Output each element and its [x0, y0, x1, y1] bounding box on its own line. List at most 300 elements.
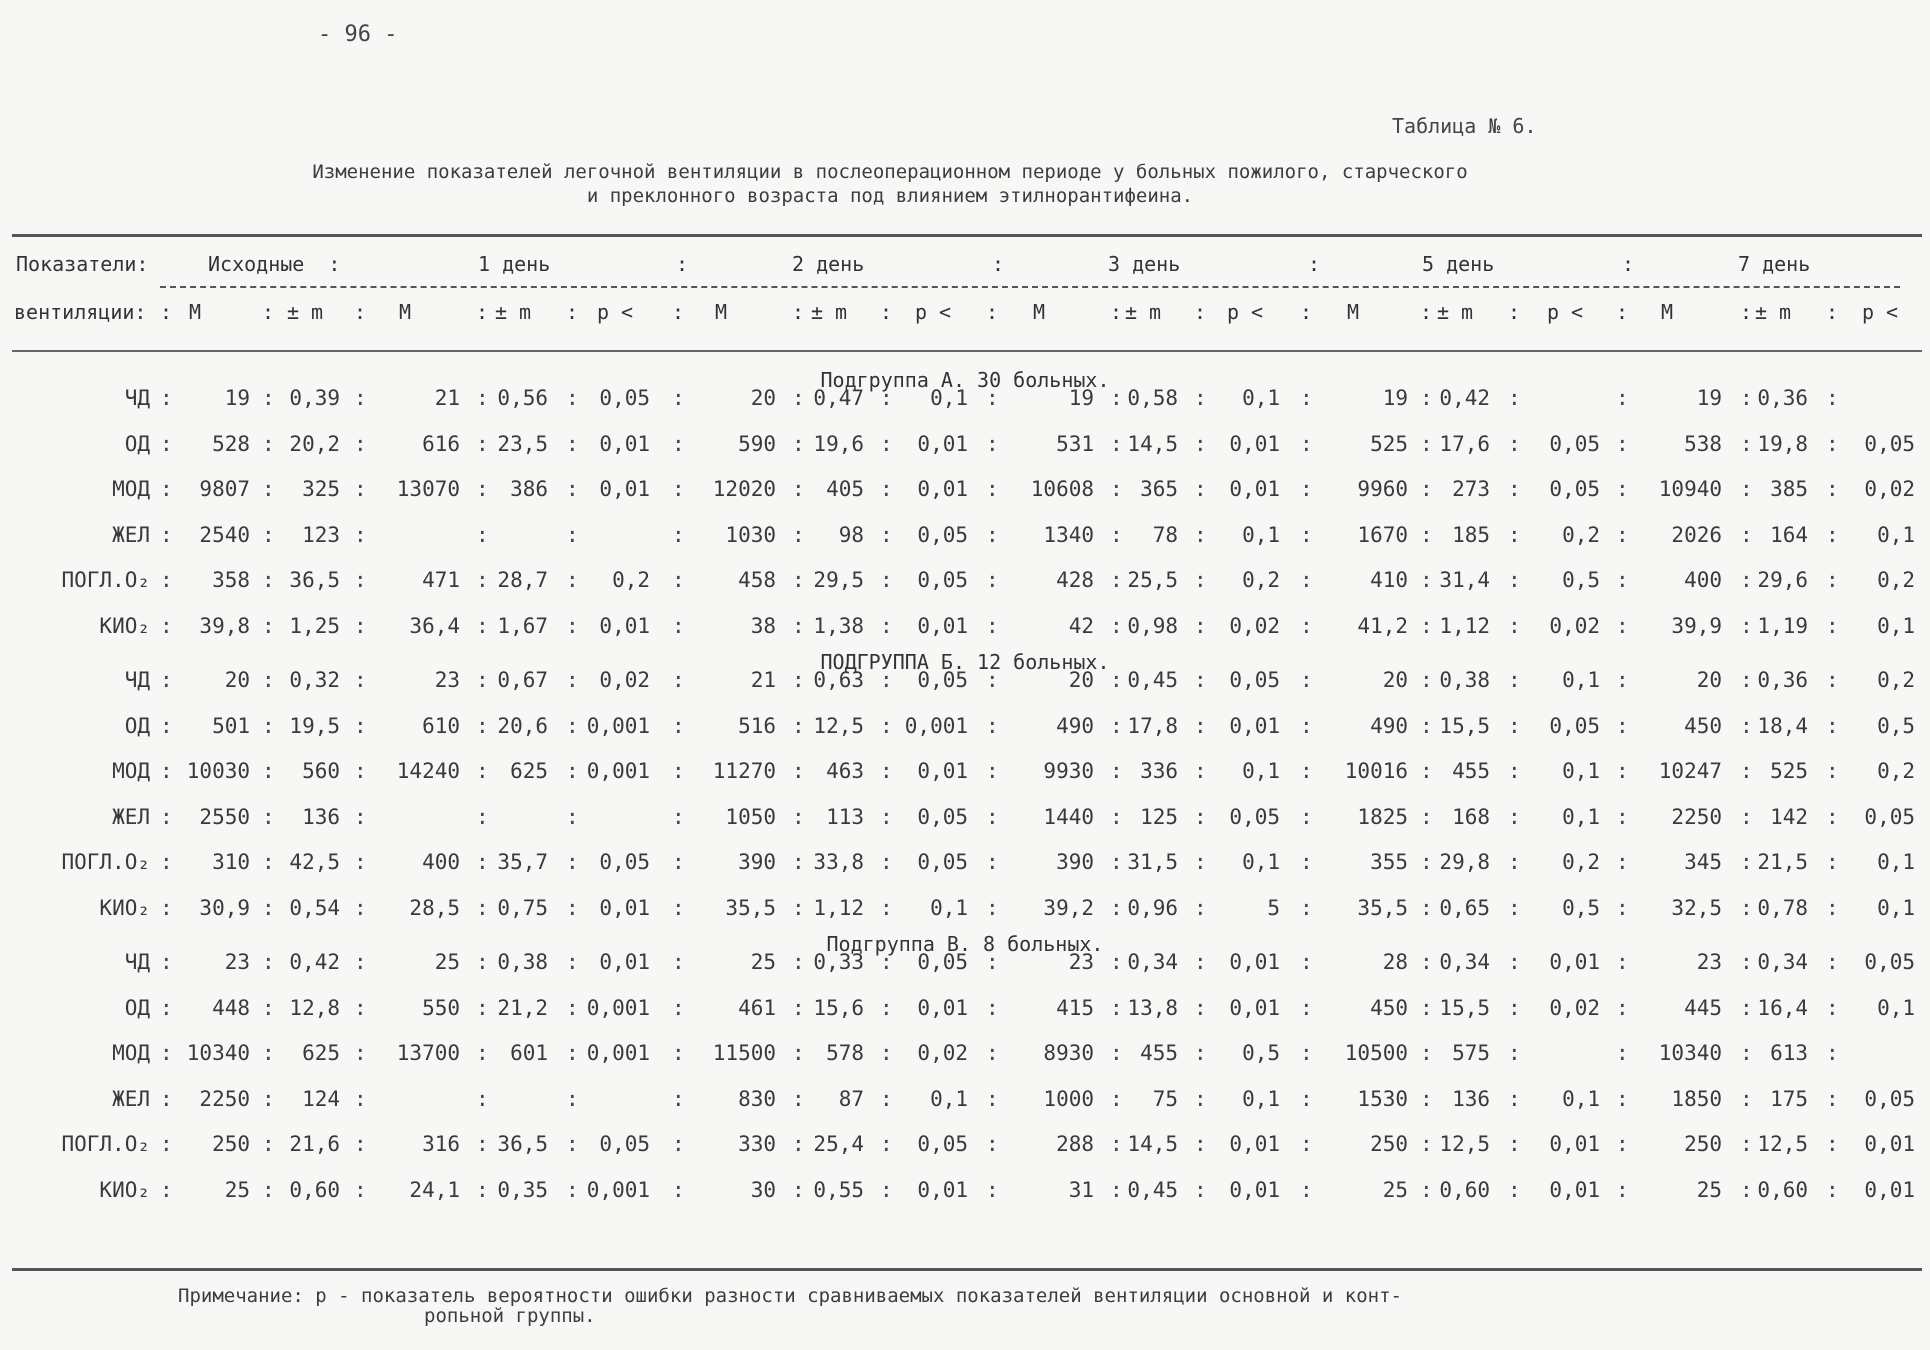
column-separator: : [354, 995, 367, 1020]
table-row [0, 1041, 1930, 1081]
header-bottom-rule [12, 350, 1922, 352]
column-separator: : [1616, 850, 1629, 874]
indicator-name: МОД [112, 1041, 150, 1065]
column-separator: : [1420, 1041, 1433, 1065]
table-cell: 0,60 [1439, 1177, 1490, 1202]
column-separator: : [1110, 713, 1123, 738]
column-separator: : [1110, 386, 1123, 410]
table-cell: 29,8 [1439, 850, 1490, 874]
column-separator: : [1194, 1177, 1207, 1202]
table-cell: 20 [1068, 668, 1094, 692]
column-separator: : [1508, 431, 1521, 456]
column-separator: : [672, 477, 685, 501]
table-cell: 0,1 [1242, 1086, 1280, 1111]
column-separator: : [1740, 850, 1753, 874]
subheader-separator: : [1420, 300, 1433, 324]
table-cell: 1440 [1043, 804, 1094, 829]
column-separator: : [1420, 1177, 1433, 1202]
table-cell: 0,01 [917, 477, 968, 501]
table-cell: 0,05 [1864, 431, 1915, 456]
column-separator: : [1420, 950, 1433, 974]
table-cell: 1670 [1357, 522, 1408, 547]
column-separator: : [880, 1041, 893, 1065]
table-cell: 448 [212, 995, 250, 1020]
column-separator: : [476, 895, 489, 920]
column-separator: : [880, 950, 893, 974]
column-separator: : [354, 1086, 367, 1111]
column-separator: : [792, 431, 805, 456]
column-separator: : [476, 1132, 489, 1156]
table-cell: 0,45 [1127, 1177, 1178, 1202]
table-cell: 25 [434, 950, 460, 974]
table-cell: 455 [1452, 759, 1490, 783]
table-cell: 445 [1684, 995, 1722, 1020]
column-separator: : [672, 895, 685, 920]
column-separator: : [1194, 668, 1207, 692]
table-cell: 9930 [1043, 759, 1094, 783]
table-cell: 21,2 [497, 995, 548, 1020]
column-separator: : [566, 950, 579, 974]
table-cell: 310 [212, 850, 250, 874]
column-separator: : [1420, 613, 1433, 638]
table-row [0, 568, 1930, 608]
column-separator: : [1740, 613, 1753, 638]
table-cell: 0,001 [586, 759, 650, 783]
column-separator: : [792, 477, 805, 501]
column-separator: : [1110, 431, 1123, 456]
column-separator: : [566, 850, 579, 874]
table-cell: 0,01 [599, 431, 650, 456]
table-cell: 29,6 [1757, 568, 1808, 592]
column-separator: : [1826, 386, 1839, 410]
table-cell: 10340 [1658, 1041, 1722, 1065]
header-day-1: 1 день [478, 252, 551, 276]
table-cell: 20 [750, 386, 776, 410]
table-cell: 405 [826, 477, 864, 501]
column-separator: : [1508, 895, 1521, 920]
table-cell: 136 [1452, 1086, 1490, 1111]
column-separator: : [262, 568, 275, 592]
subheader-error: ± m [494, 300, 532, 324]
column-separator: : [1740, 804, 1753, 829]
column-separator: : [1420, 1086, 1433, 1111]
column-separator: : [1508, 522, 1521, 547]
column-separator: : [1194, 1041, 1207, 1065]
column-separator: : [566, 1177, 579, 1202]
indicator-name: ЖЕЛ [112, 804, 150, 829]
table-cell: 0,33 [813, 950, 864, 974]
column-separator: : [354, 1041, 367, 1065]
column-separator: : [1826, 613, 1839, 638]
table-cell: 0,01 [1229, 950, 1280, 974]
table-cell: 0,39 [289, 386, 340, 410]
column-separator: : [1194, 386, 1207, 410]
table-cell: 10940 [1658, 477, 1722, 501]
table-cell: 450 [1370, 995, 1408, 1020]
table-cell: 19 [224, 386, 250, 410]
table-cell: 0,34 [1127, 950, 1178, 974]
table-cell: 525 [1370, 431, 1408, 456]
table-row [0, 996, 1930, 1036]
table-cell: 19 [1068, 386, 1094, 410]
column-separator: : [1826, 850, 1839, 874]
table-cell: 1,25 [289, 613, 340, 638]
table-cell: 450 [1684, 713, 1722, 738]
table-cell: 0,2 [1877, 568, 1915, 592]
column-separator: : [262, 1086, 275, 1111]
table-cell: 35,7 [497, 850, 548, 874]
table-cell: 0,01 [1229, 995, 1280, 1020]
table-cell: 11270 [712, 759, 776, 783]
column-separator: : [566, 1041, 579, 1065]
subheader-separator: : [1300, 300, 1313, 324]
column-separator: : [354, 568, 367, 592]
column-separator: : [160, 1086, 173, 1111]
table-cell: 19,8 [1757, 431, 1808, 456]
column-separator: : [262, 1041, 275, 1065]
table-cell: 0,2 [1877, 759, 1915, 783]
column-separator: : [566, 522, 579, 547]
column-separator: : [160, 759, 173, 783]
column-separator: : [160, 668, 173, 692]
column-separator: : [1194, 995, 1207, 1020]
table-cell: 113 [826, 804, 864, 829]
table-cell: 490 [1370, 713, 1408, 738]
column-separator: : [1508, 386, 1521, 410]
table-cell: 538 [1684, 431, 1722, 456]
column-separator: : [986, 950, 999, 974]
column-separator: : [1826, 1177, 1839, 1202]
table-cell: 42 [1068, 613, 1094, 638]
table-cell: 461 [738, 995, 776, 1020]
table-cell: 33,8 [813, 850, 864, 874]
column-separator: : [1508, 1132, 1521, 1156]
table-cell: 10247 [1658, 759, 1722, 783]
column-separator: : [262, 431, 275, 456]
column-separator: : [262, 850, 275, 874]
table-cell: 616 [422, 431, 460, 456]
column-separator: : [1740, 1132, 1753, 1156]
column-separator: : [476, 850, 489, 874]
column-separator: : [1194, 568, 1207, 592]
table-cell: 20 [1696, 668, 1722, 692]
column-separator: : [354, 1177, 367, 1202]
table-cell: 0,60 [289, 1177, 340, 1202]
table-cell: 0,01 [917, 1177, 968, 1202]
footnote-line-1: Примечание: p - показатель вероятности ошибки разности сравниваемых показателей вентиляции основной и конт- [178, 1285, 1402, 1307]
column-separator: : [476, 759, 489, 783]
column-separator: : [986, 1177, 999, 1202]
indicator-name: КИО₂ [99, 1177, 150, 1202]
column-separator: : [672, 1132, 685, 1156]
column-separator: : [986, 431, 999, 456]
table-cell: 15,6 [813, 995, 864, 1020]
table-cell: 0,42 [289, 950, 340, 974]
table-cell: 0,55 [813, 1177, 864, 1202]
column-separator: : [986, 850, 999, 874]
subheader-ventilation: вентиляции: [14, 300, 147, 324]
table-cell: 20,2 [289, 431, 340, 456]
table-cell: 15,5 [1439, 713, 1490, 738]
column-separator: : [1300, 850, 1313, 874]
column-separator: : [1110, 759, 1123, 783]
column-separator: : [986, 668, 999, 692]
table-cell: 17,8 [1127, 713, 1178, 738]
column-separator: : [1420, 713, 1433, 738]
table-cell: 10016 [1344, 759, 1408, 783]
table-cell: 13,8 [1127, 995, 1178, 1020]
table-cell: 0,05 [917, 522, 968, 547]
table-cell: 41,2 [1357, 613, 1408, 638]
table-cell: 1030 [725, 522, 776, 547]
column-separator: : [1300, 1086, 1313, 1111]
table-cell: 19,5 [289, 713, 340, 738]
table-cell: 0,32 [289, 668, 340, 692]
column-separator: : [1420, 668, 1433, 692]
subheader-separator: : [672, 300, 685, 324]
column-separator: : [986, 522, 999, 547]
column-separator: : [1616, 613, 1629, 638]
table-cell: 123 [302, 522, 340, 547]
column-separator: : [792, 1041, 805, 1065]
column-separator: : [792, 1177, 805, 1202]
table-cell: 325 [302, 477, 340, 501]
indicator-name: МОД [112, 759, 150, 783]
indicator-name: ЖЕЛ [112, 522, 150, 547]
table-cell: 14,5 [1127, 1132, 1178, 1156]
table-cell: 21,5 [1757, 850, 1808, 874]
table-cell: 0,1 [1562, 668, 1600, 692]
indicator-name: ОД [124, 713, 150, 738]
column-separator: : [880, 477, 893, 501]
table-cell: 12,5 [813, 713, 864, 738]
column-separator: : [672, 668, 685, 692]
table-cell: 0,05 [599, 386, 650, 410]
column-separator: : [160, 568, 173, 592]
table-cell: 0,01 [1549, 1132, 1600, 1156]
table-cell: 250 [1684, 1132, 1722, 1156]
column-separator: : [880, 613, 893, 638]
column-separator: : [1300, 522, 1313, 547]
table-cell: 0,38 [1439, 668, 1490, 692]
column-separator: : [566, 1132, 579, 1156]
column-separator: : [1110, 850, 1123, 874]
column-separator: : [1508, 850, 1521, 874]
table-cell: 0,001 [586, 713, 650, 738]
table-cell: 1850 [1671, 1086, 1722, 1111]
table-cell: 21 [750, 668, 776, 692]
table-cell: 30 [750, 1177, 776, 1202]
top-rule [12, 234, 1922, 237]
table-cell: 0,05 [1229, 804, 1280, 829]
table-cell: 0,38 [497, 950, 548, 974]
column-separator: : [476, 668, 489, 692]
column-separator: : [1420, 568, 1433, 592]
table-cell: 575 [1452, 1041, 1490, 1065]
column-separator: : [1616, 759, 1629, 783]
table-cell: 136 [302, 804, 340, 829]
column-separator: : [354, 713, 367, 738]
column-separator: : [160, 613, 173, 638]
column-separator: : [1740, 759, 1753, 783]
column-separator: : [354, 950, 367, 974]
table-cell: 28,5 [409, 895, 460, 920]
column-separator: : [880, 668, 893, 692]
column-separator: : [1194, 522, 1207, 547]
table-cell: 0,65 [1439, 895, 1490, 920]
table-cell: 345 [1684, 850, 1722, 874]
column-separator: : [1110, 804, 1123, 829]
table-cell: 142 [1770, 804, 1808, 829]
table-cell: 19 [1382, 386, 1408, 410]
column-separator: : [1826, 804, 1839, 829]
table-cell: 1530 [1357, 1086, 1408, 1111]
bottom-rule [12, 1268, 1922, 1271]
column-separator: : [1508, 477, 1521, 501]
table-cell: 531 [1056, 431, 1094, 456]
table-cell: 0,78 [1757, 895, 1808, 920]
subgroup-title: ПОДГРУППА Б. 12 больных. [820, 650, 1110, 674]
table-cell: 0,02 [1864, 477, 1915, 501]
table-cell: 0,1 [1562, 759, 1600, 783]
column-separator: : [1826, 1086, 1839, 1111]
subheader-p-value: p < [596, 300, 634, 324]
table-cell: 125 [1140, 804, 1178, 829]
footnote-line-2: ропьной группы. [424, 1305, 596, 1327]
column-separator: : [1616, 1177, 1629, 1202]
column-separator: : [880, 895, 893, 920]
column-separator: : [476, 568, 489, 592]
indicator-name: КИО₂ [99, 895, 150, 920]
table-cell: 1050 [725, 804, 776, 829]
table-cell: 23,5 [497, 431, 548, 456]
table-row [0, 614, 1930, 654]
table-cell: 400 [422, 850, 460, 874]
table-label: Таблица № 6. [1392, 114, 1537, 138]
column-separator: : [476, 431, 489, 456]
column-separator: : [160, 804, 173, 829]
table-cell: 0,98 [1127, 613, 1178, 638]
table-cell: 23 [434, 668, 460, 692]
column-separator: : [262, 713, 275, 738]
table-cell: 0,34 [1757, 950, 1808, 974]
column-separator: : [354, 668, 367, 692]
table-cell: 1000 [1043, 1086, 1094, 1111]
table-cell: 0,05 [917, 850, 968, 874]
column-separator: : [262, 1177, 275, 1202]
header-colon-2: : [992, 252, 1005, 276]
column-separator: : [1508, 613, 1521, 638]
table-cell: 463 [826, 759, 864, 783]
table-cell: 0,05 [1229, 668, 1280, 692]
column-separator: : [1508, 1041, 1521, 1065]
table-cell: 0,01 [1864, 1177, 1915, 1202]
table-cell: 12,5 [1439, 1132, 1490, 1156]
table-cell: 0,02 [1229, 613, 1280, 638]
column-separator: : [160, 1132, 173, 1156]
column-separator: : [1110, 477, 1123, 501]
table-row [0, 432, 1930, 472]
column-separator: : [1300, 950, 1313, 974]
table-cell: 30,9 [199, 895, 250, 920]
indicator-name: ЧД [124, 386, 150, 410]
table-cell: 36,4 [409, 613, 460, 638]
column-separator: : [1508, 995, 1521, 1020]
column-separator: : [160, 1041, 173, 1065]
table-cell: 2540 [199, 522, 250, 547]
subheader-separator: : [880, 300, 893, 324]
table-cell: 20 [224, 668, 250, 692]
table-cell: 0,1 [930, 895, 968, 920]
column-separator: : [1740, 713, 1753, 738]
table-cell: 9960 [1357, 477, 1408, 501]
page-number: - 96 - [318, 22, 398, 47]
table-cell: 0,01 [599, 613, 650, 638]
column-separator: : [1508, 1086, 1521, 1111]
column-separator: : [476, 477, 489, 501]
table-cell: 168 [1452, 804, 1490, 829]
table-cell: 25 [1382, 1177, 1408, 1202]
table-cell: 17,6 [1439, 431, 1490, 456]
subheader-separator: : [792, 300, 805, 324]
column-separator: : [160, 522, 173, 547]
column-separator: : [1110, 1177, 1123, 1202]
column-separator: : [262, 950, 275, 974]
table-cell: 0,1 [1242, 386, 1280, 410]
column-separator: : [672, 804, 685, 829]
table-cell: 18,4 [1757, 713, 1808, 738]
table-cell: 21 [434, 386, 460, 410]
column-separator: : [1740, 895, 1753, 920]
table-cell: 13700 [396, 1041, 460, 1065]
column-separator: : [160, 386, 173, 410]
table-cell: 0,01 [1229, 431, 1280, 456]
table-cell: 0,01 [1549, 1177, 1600, 1202]
subheader-separator: : [262, 300, 275, 324]
column-separator: : [792, 895, 805, 920]
header-colon-1: : [676, 252, 689, 276]
column-separator: : [880, 431, 893, 456]
table-cell: 501 [212, 713, 250, 738]
table-cell: 0,001 [904, 713, 968, 738]
table-cell: 10608 [1030, 477, 1094, 501]
table-cell: 0,02 [917, 1041, 968, 1065]
column-separator: : [986, 995, 999, 1020]
table-cell: 19 [1696, 386, 1722, 410]
table-cell: 0,01 [1229, 477, 1280, 501]
column-separator: : [1616, 1041, 1629, 1065]
column-separator: : [986, 759, 999, 783]
column-separator: : [160, 895, 173, 920]
column-separator: : [1420, 1132, 1433, 1156]
table-cell: 31 [1068, 1177, 1094, 1202]
column-separator: : [1300, 759, 1313, 783]
table-cell: 390 [1056, 850, 1094, 874]
table-cell: 0,2 [1877, 668, 1915, 692]
column-separator: : [672, 613, 685, 638]
subheader-separator: : [1194, 300, 1207, 324]
table-cell: 23 [1696, 950, 1722, 974]
column-separator: : [1740, 1177, 1753, 1202]
table-cell: 390 [738, 850, 776, 874]
table-cell: 0,01 [599, 895, 650, 920]
column-separator: : [354, 804, 367, 829]
table-cell: 0,2 [612, 568, 650, 592]
column-separator: : [476, 386, 489, 410]
column-separator: : [986, 804, 999, 829]
table-cell: 385 [1770, 477, 1808, 501]
table-cell: 0,1 [1877, 613, 1915, 638]
